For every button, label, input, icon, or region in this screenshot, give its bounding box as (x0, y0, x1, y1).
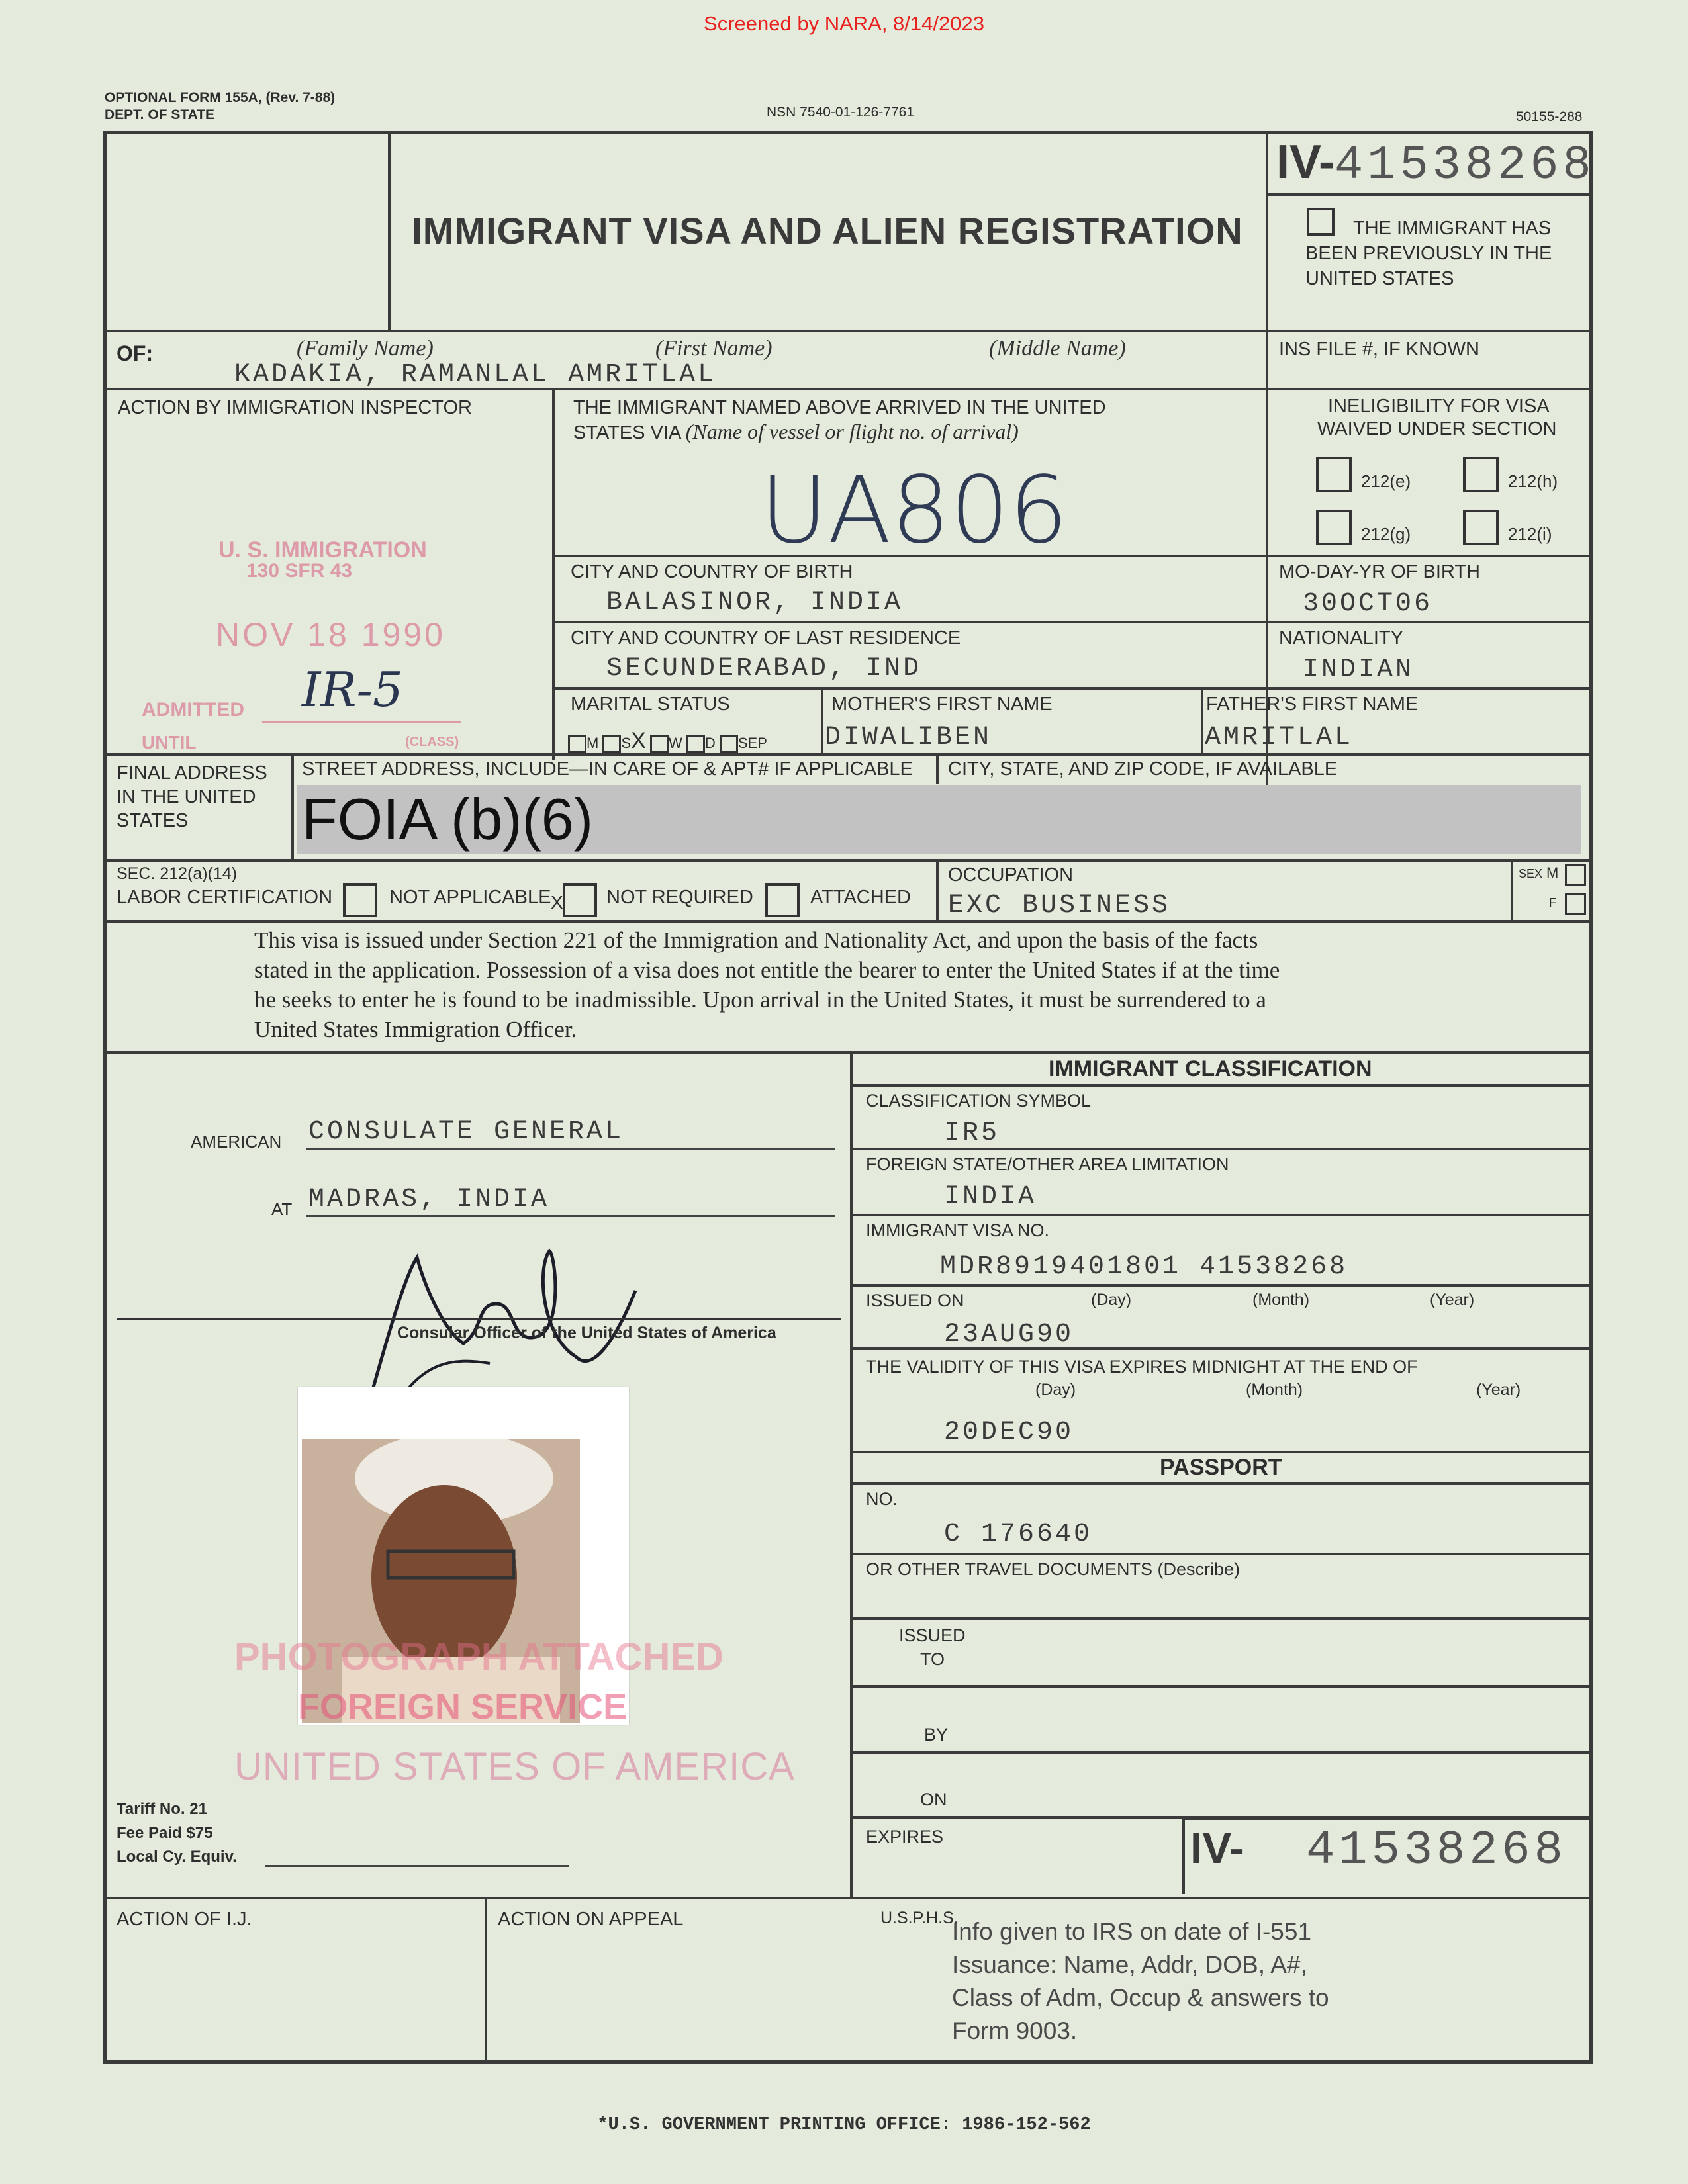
labor-cert-label: LABOR CERTIFICATION (117, 887, 333, 908)
waiver-212g-checkbox[interactable] (1316, 510, 1352, 545)
ins-file-label: INS FILE #, IF KNOWN (1279, 339, 1479, 360)
at-value: MADRAS, INDIA (308, 1185, 550, 1214)
marital-w-label: W (668, 735, 682, 751)
marital-sep-checkbox[interactable] (720, 735, 738, 753)
ineligibility-label-2: WAIVED UNDER SECTION (1317, 418, 1557, 439)
printing-office-footer: *U.S. GOVERNMENT PRINTING OFFICE: 1986-152-562 (597, 2115, 1091, 2135)
marital-m-checkbox[interactable] (568, 735, 586, 753)
tariff-line2: Fee Paid $75 (117, 1824, 213, 1842)
validity-label: THE VALIDITY OF THIS VISA EXPIRES MIDNIGHT AT THE END OF (866, 1357, 1418, 1377)
sex-m-checkbox[interactable] (1565, 864, 1586, 886)
at-label: AT (271, 1199, 293, 1219)
marital-d-label: D (704, 735, 716, 751)
issued-to-label-1: ISSUED (899, 1625, 966, 1645)
marital-s-checkbox[interactable] (602, 735, 621, 753)
iv-bottom-prefix: IV- (1190, 1823, 1244, 1872)
arrival-via: STATES VIA (573, 422, 680, 443)
foreign-state-label: FOREIGN STATE/OTHER AREA LIMITATION (866, 1154, 1229, 1174)
issued-on-value: 23AUG90 (944, 1320, 1074, 1349)
nationality-label: NATIONALITY (1279, 627, 1403, 649)
passport-heading: PASSPORT (1160, 1455, 1282, 1480)
form-code: 50155-288 (1516, 109, 1583, 124)
final-address-label-2: IN THE UNITED (117, 786, 256, 807)
first-name-label: (First Name) (655, 336, 773, 361)
american-label: AMERICAN (191, 1132, 282, 1152)
statement-line-1: This visa is issued under Section 221 of the Immigration and Nationality Act, and upon the basis of the facts (254, 927, 1258, 953)
waiver-212h-checkbox[interactable] (1463, 457, 1499, 492)
handwritten-class: IR-5 (302, 662, 403, 717)
residence-label: CITY AND COUNTRY OF LAST RESIDENCE (571, 627, 961, 649)
iv-prefix: IV- (1276, 136, 1335, 189)
foreign-state-value: INDIA (944, 1182, 1037, 1212)
arrival-via-italic: (Name of vessel or flight no. of arrival) (685, 420, 1019, 443)
immigration-stamp-line2: 130 SFR 43 (246, 560, 353, 582)
residence-value: SECUNDERABAD, IND (606, 654, 922, 684)
sex-f-label: F (1549, 896, 1556, 909)
labor-not-required-label: NOT REQUIRED (606, 887, 753, 908)
tariff-line1: Tariff No. 21 (117, 1800, 207, 1818)
passport-no-value: C 176640 (944, 1520, 1093, 1549)
irs-note (952, 1915, 1329, 2048)
labor-attached-checkbox[interactable] (765, 883, 800, 917)
marital-m-label: M (586, 735, 599, 751)
mother-value: DIWALIBEN (825, 723, 992, 752)
waiver-212g-label: 212(g) (1361, 524, 1411, 544)
family-name-label: (Family Name) (297, 336, 434, 361)
legal-statement (254, 925, 1280, 1044)
birth-date-value: 30OCT06 (1303, 589, 1433, 619)
consular-officer-label: Consular Officer of the United States of America (397, 1324, 776, 1342)
labor-attached-label: ATTACHED (810, 887, 911, 908)
occupation-value: EXC BUSINESS (948, 891, 1171, 921)
action-appeal-label: ACTION ON APPEAL (498, 1909, 684, 1930)
labor-not-applicable-checkbox[interactable] (343, 883, 377, 917)
until-label: UNTIL (142, 732, 197, 752)
issued-to-label-2: TO (920, 1649, 945, 1669)
validity-year-label: (Year) (1476, 1381, 1521, 1399)
waiver-212i-label: 212(i) (1508, 524, 1552, 544)
waiver-212e-label: 212(e) (1361, 471, 1411, 491)
birth-city-label: CITY AND COUNTRY OF BIRTH (571, 561, 853, 582)
middle-name-label: (Middle Name) (989, 336, 1126, 361)
arrival-label-line1: THE IMMIGRANT NAMED ABOVE ARRIVED IN THE UNITED (573, 397, 1106, 418)
applicant-photo-image (302, 1439, 580, 1723)
street-address-label: STREET ADDRESS, INCLUDE—IN CARE OF & APT# IF APPLICABLE (302, 758, 913, 780)
labor-sec-label: SEC. 212(a)(14) (117, 864, 238, 883)
birth-city-value: BALASINOR, INDIA (606, 588, 904, 617)
classification-symbol-label: CLASSIFICATION SYMBOL (866, 1091, 1092, 1111)
photo-stamp-line2: FOREIGN SERVICE (298, 1687, 628, 1727)
previously-in-us-label: THE IMMIGRANT HAS BEEN PREVIOUSLY IN THE UNITED STATES (1305, 218, 1552, 289)
city-zip-label: CITY, STATE, AND ZIP CODE, IF AVAILABLE (948, 758, 1338, 780)
validity-month-label: (Month) (1246, 1381, 1303, 1399)
action-ij-label: ACTION OF I.J. (117, 1909, 252, 1930)
immigration-stamp-date: NOV 18 1990 (216, 616, 445, 653)
classification-symbol-value: IR5 (944, 1118, 1000, 1148)
validity-day-label: (Day) (1035, 1381, 1076, 1399)
marital-label: MARITAL STATUS (571, 694, 730, 715)
marital-options[interactable]: M SX W D SEP (568, 728, 767, 754)
arrival-label-line2 (573, 420, 1019, 444)
iv-digits: 41538268 (1335, 138, 1595, 193)
iv-number-bottom (1190, 1823, 1567, 1878)
classification-heading: IMMIGRANT CLASSIFICATION (1049, 1056, 1372, 1081)
irs-note-line-2: Issuance: Name, Addr, DOB, A#, (952, 1951, 1307, 1978)
form-dept: DEPT. OF STATE (105, 107, 215, 122)
usphs-label: U.S.P.H.S. (880, 1909, 959, 1927)
tariff-line3: Local Cy. Equiv. (117, 1848, 237, 1866)
issued-on-label: ISSUED ON (866, 1291, 964, 1310)
sex-m-label: M (1546, 864, 1559, 881)
father-label: FATHER'S FIRST NAME (1206, 694, 1419, 715)
labor-x-mark: X (551, 892, 563, 913)
issued-year-label: (Year) (1430, 1291, 1475, 1309)
marital-sep-label: SEP (737, 735, 767, 751)
other-docs-label: OR OTHER TRAVEL DOCUMENTS (Describe) (866, 1559, 1241, 1579)
immigration-stamp-line1: U. S. IMMIGRATION (218, 537, 427, 563)
issued-by-label: BY (924, 1725, 949, 1745)
ineligibility-label-1: INELIGIBILITY FOR VISA (1328, 396, 1550, 417)
statement-line-2: stated in the application. Possession of a visa does not entitle the bearer to enter the United States if at the time (254, 957, 1280, 983)
handwritten-flight: UA806 (760, 457, 1068, 565)
birth-date-label: MO-DAY-YR OF BIRTH (1279, 561, 1480, 582)
iv-number-top (1276, 135, 1595, 193)
waiver-212e-checkbox[interactable] (1316, 457, 1352, 492)
occupation-label: OCCUPATION (948, 864, 1074, 886)
screened-banner: Screened by NARA, 8/14/2023 (704, 12, 984, 35)
class-label: (CLASS) (405, 735, 459, 749)
sex-f-checkbox[interactable] (1565, 893, 1586, 915)
name-value: KADAKIA, RAMANLAL AMRITLAL (234, 360, 717, 390)
photo-stamp-line1: PHOTOGRAPH ATTACHED (234, 1635, 724, 1678)
labor-not-required-checkbox[interactable] (563, 883, 597, 917)
issued-month-label: (Month) (1252, 1291, 1310, 1309)
nationality-value: INDIAN (1303, 655, 1415, 685)
final-address-label-1: FINAL ADDRESS (117, 762, 267, 784)
waiver-212h-label: 212(h) (1508, 471, 1558, 491)
irs-note-line-3: Class of Adm, Occup & answers to (952, 1984, 1329, 2011)
expires-label: EXPIRES (866, 1827, 944, 1846)
marital-d-checkbox[interactable] (686, 735, 705, 753)
form-id: OPTIONAL FORM 155A, (Rev. 7-88) (105, 90, 336, 105)
issued-day-label: (Day) (1091, 1291, 1132, 1309)
issued-on-passport-label: ON (920, 1790, 947, 1809)
photo-stamp-line3: UNITED STATES OF AMERICA (234, 1745, 795, 1788)
labor-not-applicable-label: NOT APPLICABLE (389, 887, 551, 908)
visa-no-value: MDR8919401801 41538268 (940, 1252, 1348, 1282)
sex-label: SEX (1519, 867, 1543, 880)
passport-no-label: NO. (866, 1489, 898, 1509)
marital-s-label: S (621, 735, 632, 751)
admitted-label: ADMITTED (142, 699, 244, 721)
validity-value: 20DEC90 (944, 1418, 1074, 1447)
nsn-number: NSN 7540-01-126-7761 (767, 105, 914, 120)
irs-note-line-1: Info given to IRS on date of I-551 (952, 1918, 1312, 1945)
irs-note-line-4: Form 9003. (952, 2017, 1078, 2044)
waiver-212i-checkbox[interactable] (1463, 510, 1499, 545)
father-value: AMRITLAL (1205, 723, 1354, 752)
of-label: OF: (117, 341, 154, 365)
marital-w-checkbox[interactable] (650, 735, 669, 753)
american-value: CONSULATE GENERAL (308, 1117, 624, 1147)
mother-label: MOTHER'S FIRST NAME (831, 694, 1053, 715)
iv-bottom-digits: 41538268 (1306, 1823, 1567, 1878)
inspector-label: ACTION BY IMMIGRATION INSPECTOR (118, 397, 472, 418)
foia-redaction-label: FOIA (b)(6) (302, 786, 594, 852)
statement-line-4: United States Immigration Officer. (254, 1017, 577, 1042)
visa-no-label: IMMIGRANT VISA NO. (866, 1220, 1050, 1240)
statement-line-3: he seeks to enter he is found to be inadmissible. Upon arrival in the United States, it must be surrendered to a (254, 987, 1266, 1013)
form-title: IMMIGRANT VISA AND ALIEN REGISTRATION (412, 210, 1243, 251)
final-address-label-3: STATES (117, 810, 189, 831)
